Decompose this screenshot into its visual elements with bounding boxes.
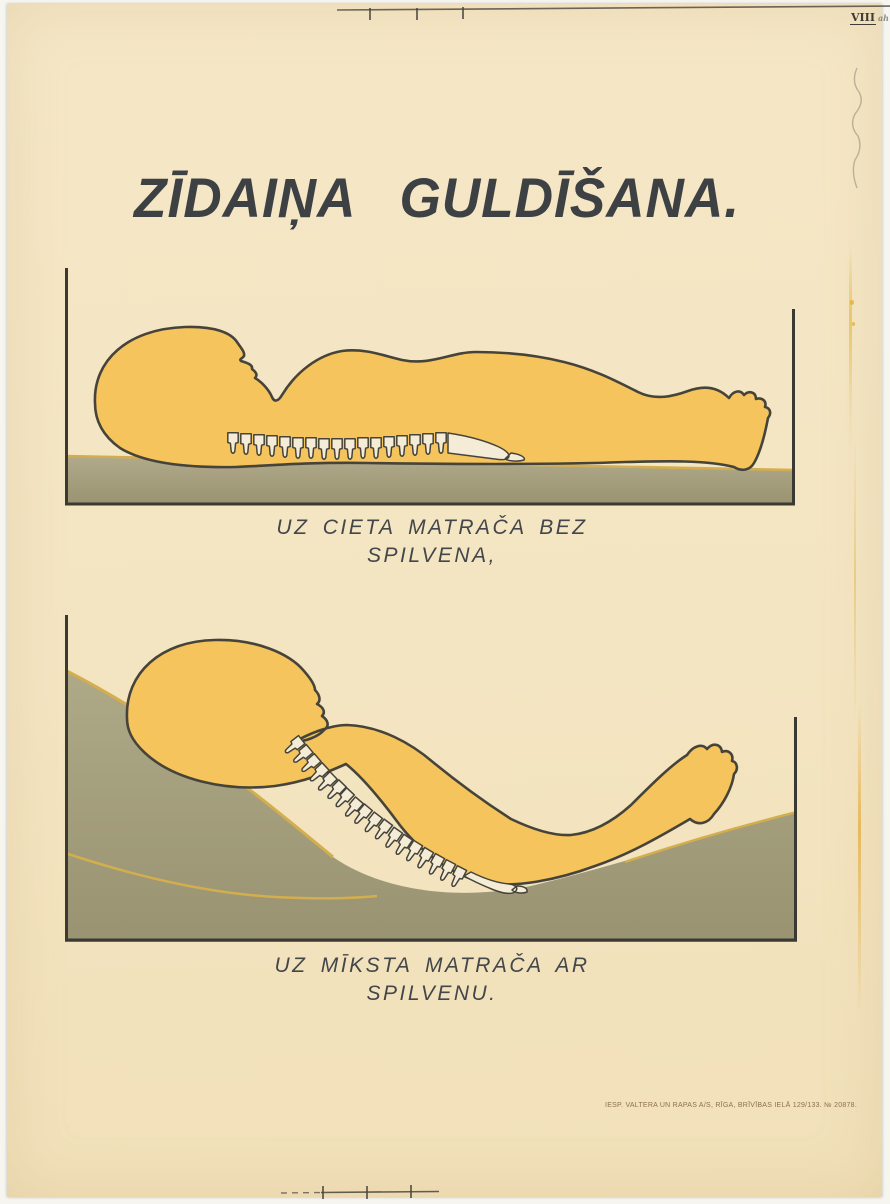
printer-imprint: IESP. VALTERA UN RAPAS A/S, RĪGA, BRĪVĪBAS IELĀ 129/133. № 20878.: [605, 1102, 858, 1109]
caption-hard-mattress: [67, 514, 797, 571]
panel-soft-mattress: [65, 613, 797, 942]
pencil-scribble-text: ah: [877, 13, 889, 23]
caption1-line2: SPILVENA,: [367, 544, 497, 568]
stain-streak: [849, 244, 852, 454]
poster-title: ZĪDAIŅA GULDĪŠANA.: [134, 166, 740, 229]
caption-soft-mattress: [67, 952, 797, 1009]
stain-streak: [858, 704, 861, 1014]
caption2-line1: UZ MĪKSTA MATRAČA AR: [274, 954, 590, 977]
caption1-line1: UZ CIETA MATRAČA BEZ: [276, 516, 588, 539]
pencil-measure-mark: [277, 1184, 452, 1204]
poster-sheet: [7, 4, 889, 1197]
panel-hard-mattress: [65, 263, 795, 507]
stain-dot: [852, 322, 855, 326]
baby-straight-silhouette: [95, 327, 770, 470]
stain-dot: [850, 300, 854, 305]
illustration-hard-mattress: [65, 263, 795, 507]
pencil-viii-text: VIII: [851, 11, 875, 24]
pencil-scribble-icon: [843, 64, 867, 194]
stain-streak: [854, 434, 856, 724]
illustration-soft-mattress: [65, 613, 797, 942]
top-edge-ticks: [337, 4, 890, 24]
caption2-line2: SPILVENU.: [366, 982, 498, 1006]
pencil-mark-viii: [850, 11, 889, 24]
